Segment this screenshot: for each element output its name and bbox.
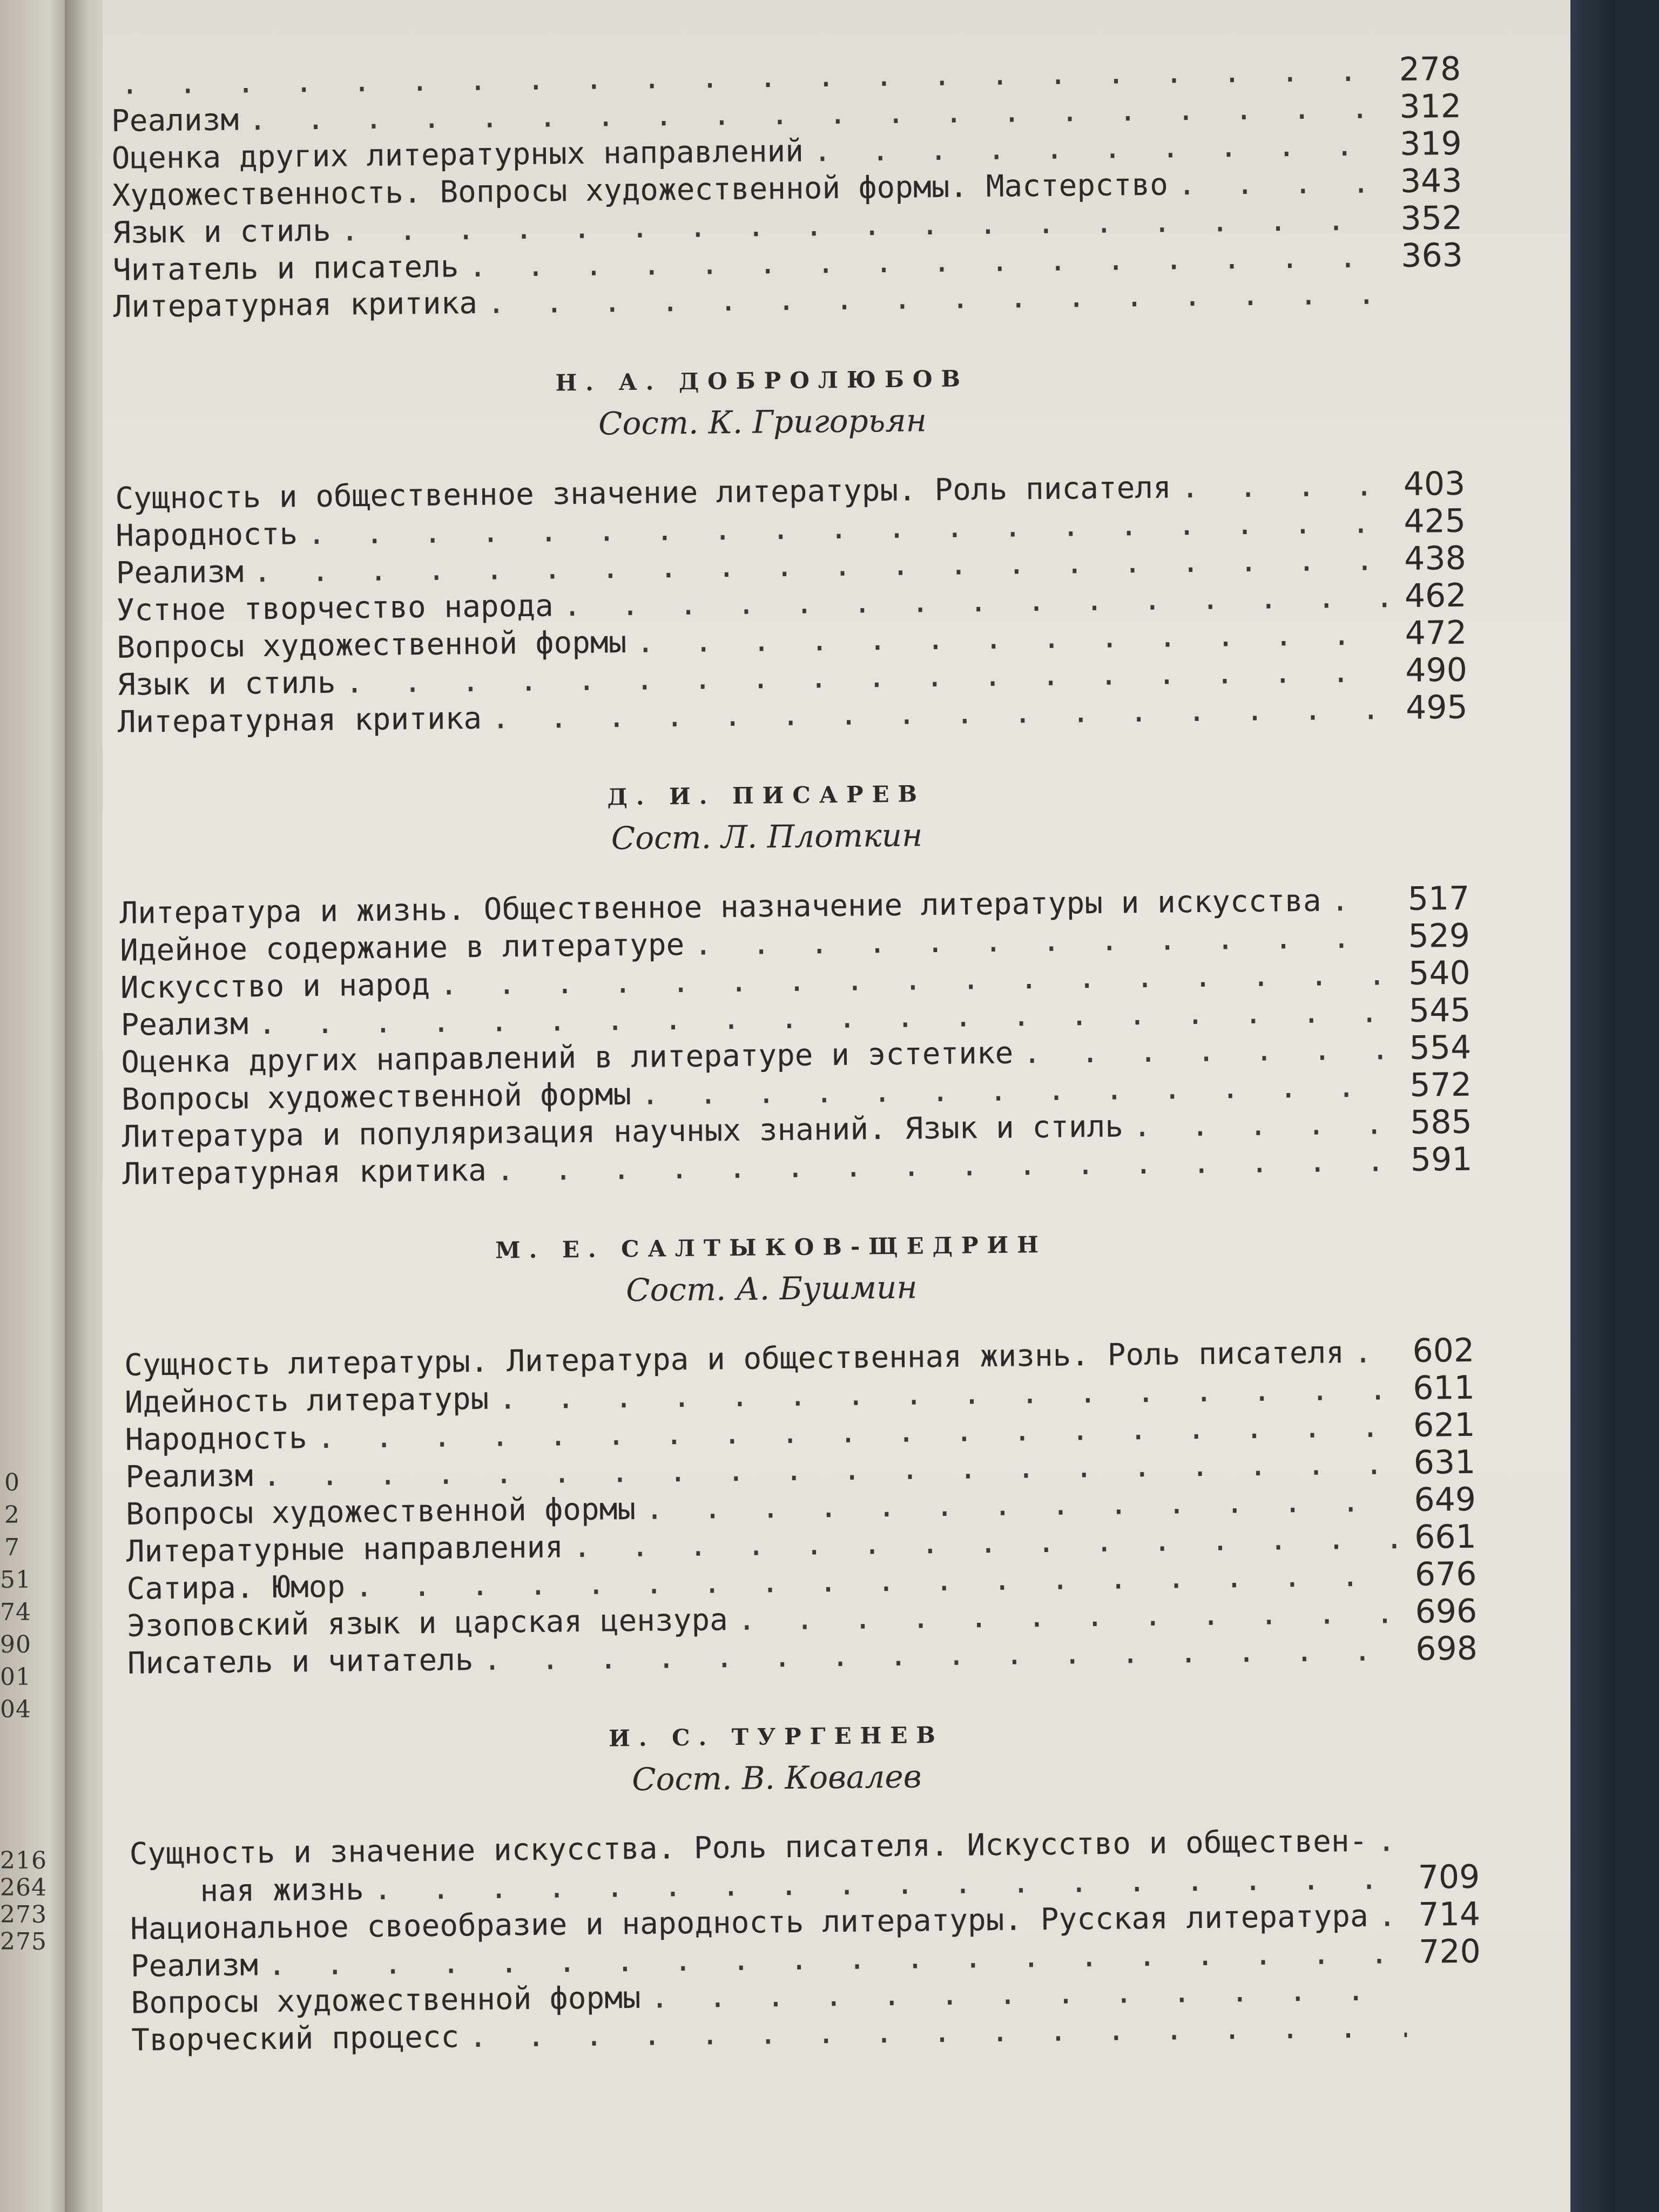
toc-page-number: 490	[1405, 651, 1468, 690]
toc-page-number: 554	[1409, 1028, 1472, 1067]
author-heading: И. С. ТУРГЕНЕВ	[608, 1722, 945, 1752]
toc-entry-title: Народность	[115, 516, 298, 554]
toc-page-number: 631	[1413, 1443, 1476, 1482]
toc-section-belinsky-tail	[111, 51, 1464, 326]
toc-page-number: 529	[1408, 916, 1471, 955]
toc-entry-title: Литературная критика	[117, 700, 482, 740]
left-page-number: 7	[4, 1534, 20, 1561]
toc-page-number: 621	[1413, 1406, 1475, 1445]
toc-entry-title: Сущность литературы. Литература и общественная жизнь. Роль писателя	[124, 1335, 1345, 1383]
toc-page-number: 649	[1414, 1480, 1476, 1519]
toc-page-number: 343	[1400, 161, 1462, 201]
toc-entry-title: Творческий процесс	[131, 2019, 460, 2058]
toc-page-number	[1415, 1850, 1480, 1851]
toc-page-number	[1417, 1999, 1481, 2000]
dot-leader	[813, 126, 1387, 170]
left-page-number: 216	[0, 1847, 47, 1874]
toc-page-number: 698	[1415, 1629, 1478, 1668]
left-page-number: 51	[0, 1566, 31, 1594]
toc-page-number: 585	[1410, 1103, 1473, 1142]
toc-entry-title: Реализм	[125, 1458, 253, 1495]
toc-entry-title: Реализм	[130, 1947, 259, 1984]
toc-page-number: 545	[1408, 991, 1471, 1030]
toc-entry-title: Писатель и читатель	[127, 1642, 474, 1681]
toc-entry-title: Язык и стиль	[112, 213, 332, 251]
toc-section-pisarev	[118, 775, 1473, 1192]
toc-entry-title: Искусство и народ	[120, 967, 430, 1006]
toc-entry-title: Литературная критика	[113, 285, 478, 325]
toc-page-number: 720	[1418, 1932, 1481, 1971]
toc-page-number: 319	[1399, 124, 1462, 164]
toc-entry-title: Литература и популяризация научных знаний. Язык и стиль	[122, 1109, 1124, 1155]
left-page-number: 0	[4, 1469, 20, 1496]
dot-leader	[1181, 467, 1391, 506]
toc-entry-title: Читатель и писатель	[112, 249, 459, 288]
toc-page-number: 709	[1418, 1858, 1480, 1897]
toc-section-turgenev	[128, 1716, 1481, 2059]
left-page-edge	[0, 0, 70, 2212]
toc-page-number: 495	[1405, 688, 1468, 727]
toc-page-number: 438	[1404, 539, 1467, 578]
left-page-number: 264	[0, 1874, 47, 1901]
compiler-line: Сост. К. Григорьян	[598, 402, 927, 442]
toc-page-number	[1417, 2036, 1481, 2037]
toc-entry-title: Идейное содержание в литературе	[119, 927, 685, 968]
toc-entry-title: Литература и жизнь. Общественное назначение литературы и искусства	[119, 883, 1321, 931]
toc-page-number	[1399, 303, 1464, 304]
toc-section-saltykov	[123, 1227, 1478, 1682]
author-heading: М. Е. САЛТЫКОВ-ЩЕДРИН	[495, 1231, 1048, 1264]
left-page-number: 2	[4, 1501, 20, 1529]
toc-entry-title: Сатира. Юмор	[126, 1569, 346, 1607]
dot-leader	[1133, 1105, 1398, 1145]
left-page-number: 90	[0, 1631, 31, 1658]
toc-page-number: 540	[1408, 954, 1471, 993]
left-page-number: 74	[0, 1599, 31, 1626]
toc-page-number: 403	[1403, 464, 1466, 503]
toc-page-number: 611	[1412, 1368, 1475, 1407]
dot-leader	[1354, 1333, 1400, 1371]
left-page-number: 273	[0, 1901, 47, 1928]
left-page-number: 04	[0, 1696, 31, 1723]
toc-entry-title: Вопросы художественной формы	[131, 1980, 641, 2021]
author-heading: Н. А. ДОБРОЛЮБОВ	[555, 365, 969, 396]
toc-entry-title: Сущность и общественное значение литературы. Роль писателя	[115, 470, 1172, 516]
book-cover-edge	[1570, 0, 1615, 2212]
dot-leader	[1378, 1897, 1406, 1935]
toc-entry-title: Устное творчество народа	[116, 588, 554, 628]
toc-page-number: 572	[1410, 1065, 1472, 1104]
toc-page-number: 676	[1414, 1555, 1477, 1594]
toc-page-number: 517	[1407, 879, 1470, 918]
toc-page-number: 602	[1412, 1331, 1475, 1370]
toc-entry-title: Вопросы художественной формы	[121, 1077, 632, 1117]
toc-entry-title: Эзоповский язык и царская цензура	[126, 1602, 729, 1644]
toc-page-number: 696	[1415, 1592, 1478, 1631]
toc-entry-title: Язык и стиль	[117, 665, 336, 703]
table-of-contents	[111, 51, 1482, 2059]
toc-entry-title: Оценка других литературных направлений	[111, 133, 804, 176]
toc-page-number: 591	[1410, 1140, 1473, 1179]
author-heading: Д. И. ПИСАРЕВ	[607, 780, 926, 811]
toc-entry-title: Оценка других направлений в литературе и эстетике	[121, 1035, 1014, 1080]
toc-entry-title: Вопросы художественной формы	[116, 625, 627, 665]
toc-entry-title: Вопросы художественной формы	[125, 1491, 636, 1532]
toc-entry-title: Художественность. Вопросы художественной формы. Мастерство	[112, 167, 1169, 213]
dot-leader	[1331, 881, 1395, 919]
toc-entry-title: Литературные направления	[126, 1529, 564, 1569]
toc-entry-title: Народность	[125, 1420, 308, 1458]
compiler-line: Сост. Л. Плоткин	[611, 817, 923, 857]
dot-leader	[1178, 164, 1388, 203]
toc-section-dobrolyubov	[114, 360, 1468, 740]
toc-entry-title: Идейность литературы	[124, 1381, 489, 1420]
toc-page-number: 425	[1404, 502, 1466, 541]
toc-page-number: 352	[1400, 199, 1463, 238]
compiler-line: Сост. А. Бушмин	[625, 1269, 918, 1309]
toc-page-number: 462	[1404, 576, 1467, 615]
toc-page-number: 363	[1400, 236, 1464, 275]
toc-entry-title: Реализм	[116, 554, 244, 591]
left-page-number: 275	[0, 1928, 47, 1955]
toc-page-number: 472	[1405, 613, 1467, 652]
dot-leader	[1023, 1030, 1397, 1071]
toc-entry-title: ная жизнь	[200, 1872, 365, 1909]
toc-page-number: 661	[1414, 1518, 1477, 1556]
toc-entry-title: Литературная критика	[122, 1152, 487, 1192]
toc-page-number: 714	[1418, 1895, 1481, 1934]
toc-entry-title: Реализм	[120, 1006, 248, 1043]
compiler-line: Сост. В. Ковалев	[631, 1758, 922, 1798]
toc-page-number: 278	[1399, 50, 1461, 89]
dot-leader	[737, 1594, 1402, 1638]
toc-entry-title: Национальное своеобразие и народность литературы. Русская литература	[130, 1898, 1368, 1947]
toc-entry-title: Реализм	[111, 102, 239, 139]
dot-leader	[1377, 1822, 1405, 1860]
toc-entry-title: Сущность и значение искусства. Роль писателя. Искусство и обществен-	[129, 1823, 1368, 1872]
toc-page-number: 312	[1399, 87, 1462, 126]
left-page-number: 01	[0, 1663, 31, 1691]
